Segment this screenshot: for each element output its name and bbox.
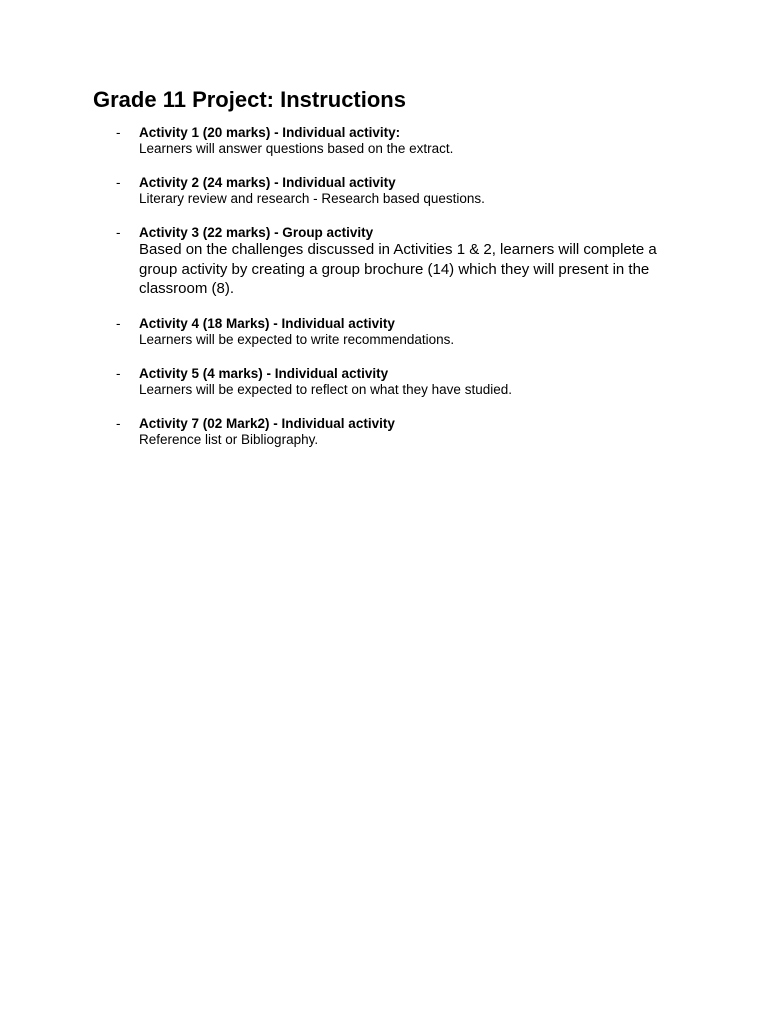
- activity-description: Learners will answer questions based on the extract.: [139, 141, 454, 156]
- list-bullet: -: [116, 316, 121, 331]
- activity-heading: Activity 7 (02 Mark2) - Individual activity: [139, 416, 395, 431]
- list-bullet: -: [116, 125, 121, 140]
- page-title: Grade 11 Project: Instructions: [93, 87, 406, 112]
- list-bullet: -: [116, 225, 121, 240]
- activity-heading: Activity 1 (20 marks) - Individual activity:: [139, 125, 401, 140]
- list-bullet: -: [116, 175, 121, 190]
- activity-description: Learners will be expected to write recommendations.: [139, 332, 455, 347]
- activity-heading: Activity 3 (22 marks) - Group activity: [139, 225, 374, 240]
- list-bullet: -: [116, 416, 121, 431]
- activity-heading: Activity 4 (18 Marks) - Individual activity: [139, 316, 395, 331]
- activity-description: Literary review and research - Research based questions.: [139, 191, 485, 206]
- activity-heading: Activity 2 (24 marks) - Individual activity: [139, 175, 396, 190]
- activity-heading: Activity 5 (4 marks) - Individual activity: [139, 366, 389, 381]
- activity-description: Learners will be expected to reflect on what they have studied.: [139, 382, 512, 397]
- activity-description: Based on the challenges discussed in Activities 1 & 2, learners will complete a group activity by creating a group brochure (14) which they will present in the classroom (8).: [139, 241, 657, 297]
- activity-description: Reference list or Bibliography.: [139, 432, 319, 447]
- list-bullet: -: [116, 366, 121, 381]
